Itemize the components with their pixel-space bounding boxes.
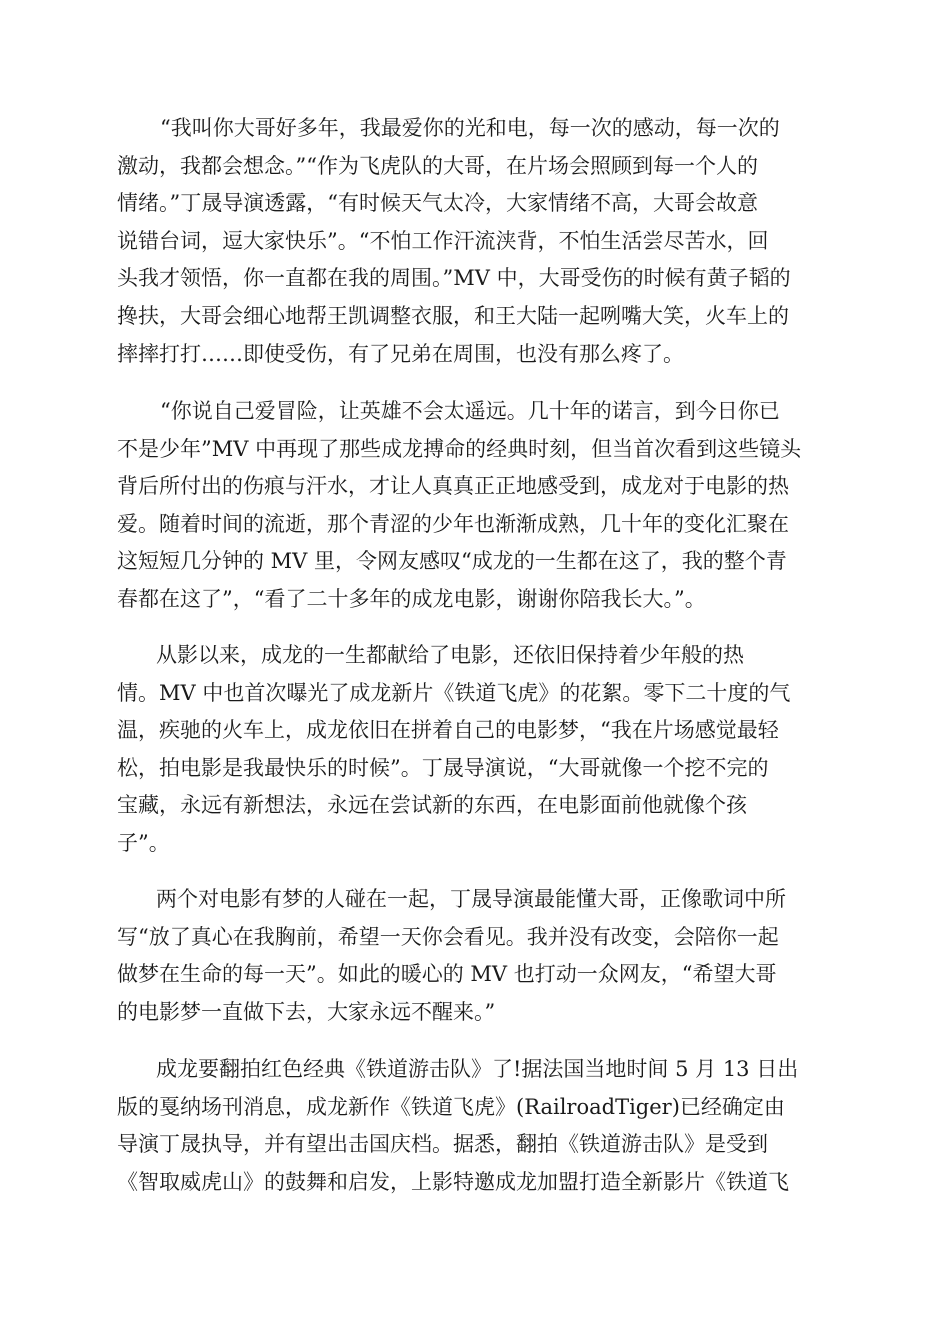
text-line: 这短短几分钟的 MV 里，令网友感叹“成龙的一生都在这了，我的整个青 — [117, 549, 787, 574]
paragraph-2 — [117, 393, 857, 619]
text-line: 说错台词，逗大家快乐”。“不怕工作汗流浃背，不怕生活尝尽苦水，回 — [117, 228, 769, 253]
text-line: 两个对电影有梦的人碰在一起，丁晟导演最能懂大哥，正像歌词中所 — [156, 887, 786, 911]
text-line: 宝藏，永远有新想法，永远在尝试新的东西，在电影面前他就像个孩 — [117, 793, 747, 818]
text-line: 《智取威虎山》的鼓舞和启发，上影特邀成龙加盟打造全新影片《铁道飞 — [117, 1169, 789, 1194]
text-line: 从影以来，成龙的一生都献给了电影，还依旧保持着少年般的热 — [156, 643, 744, 667]
paragraph-3 — [117, 637, 857, 863]
text-line: “我叫你大哥好多年，我最爱你的光和电，每一次的感动，每一次的 — [160, 116, 780, 140]
text-line: 背后所付出的伤痕与汗水，才让人真真正正地感受到，成龙对于电影的热 — [117, 474, 789, 499]
text-line: 不是少年”MV 中再现了那些成龙搏命的经典时刻，但当首次看到这些镜头 — [117, 436, 802, 461]
text-line: 爱。随着时间的流逝，那个青涩的少年也渐渐成熟，几十年的变化汇聚在 — [117, 511, 789, 536]
paragraph-4 — [117, 881, 857, 1031]
text-line: 头我才领悟，你一直都在我的周围。”MV 中，大哥受伤的时候有黄子韬的 — [117, 266, 791, 291]
text-line: 摔摔打打……即使受伤，有了兄弟在周围，也没有那么疼了。 — [117, 341, 684, 366]
text-line: 温，疾驰的火车上，成龙依旧在拼着自己的电影梦，“我在片场感觉最轻 — [117, 718, 779, 743]
text-line: 情绪。”丁晟导演透露，“有时候天气太冷，大家情绪不高，大哥会故意 — [117, 191, 758, 216]
text-line: “你说自己爱冒险，让英雄不会太遥远。几十年的诺言，到今日你已 — [160, 399, 780, 423]
text-line: 春都在这了”，“看了二十多年的成龙电影，谢谢你陪我长大。”。 — [117, 586, 706, 611]
text-line: 松，拍电影是我最快乐的时候”。丁晟导演说，“大哥就像一个挖不完的 — [117, 755, 769, 780]
text-line: 激动，我都会想念。”“作为飞虎队的大哥，在片场会照顾到每一个人的 — [117, 153, 758, 178]
text-line: 成龙要翻拍红色经典《铁道游击队》了!据法国当地时间 5 月 13 日出 — [156, 1057, 799, 1081]
paragraph-5 — [117, 1051, 857, 1201]
text-line: 版的戛纳场刊消息，成龙新作《铁道飞虎》(RailroadTiger)已经确定由 — [117, 1094, 785, 1119]
paragraph-1 — [117, 110, 857, 373]
text-line: 写“放了真心在我胸前，希望一天你会看见。我并没有改变，会陪你一起 — [117, 924, 779, 949]
text-line: 的电影梦一直做下去，大家永远不醒来。” — [117, 999, 496, 1024]
text-line: 情。MV 中也首次曝光了成龙新片《铁道飞虎》的花絮。零下二十度的气 — [117, 680, 791, 705]
text-line: 导演丁晟执导，并有望出击国庆档。据悉，翻拍《铁道游击队》是受到 — [117, 1132, 768, 1157]
text-line: 做梦在生命的每一天”。如此的暖心的 MV 也打动一众网友，“希望大哥 — [117, 962, 777, 987]
text-line: 子”。 — [117, 830, 170, 855]
text-line: 搀扶，大哥会细心地帮王凯调整衣服，和王大陆一起咧嘴大笑，火车上的 — [117, 303, 789, 328]
